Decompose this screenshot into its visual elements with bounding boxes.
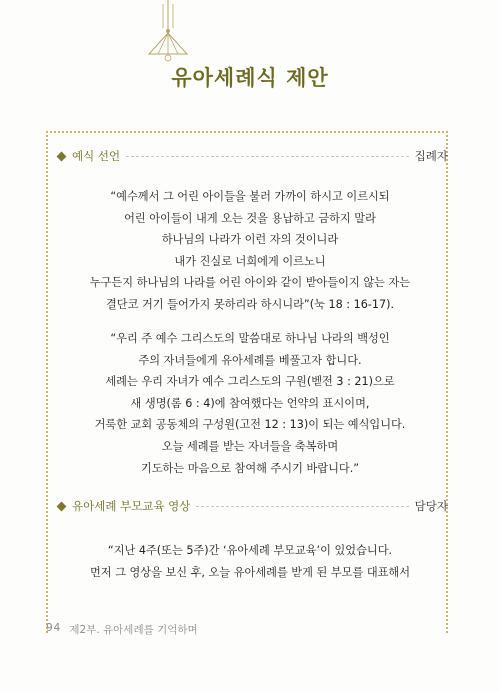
text-line: “지난 4주(또는 5주)간 ‘유아세례 부모교육’이 있었습니다. bbox=[107, 544, 393, 557]
diamond-bullet-icon bbox=[57, 151, 67, 161]
text-line: “예수께서 그 어린 아이들을 불러 가까이 하시고 이르시되 bbox=[110, 190, 390, 203]
text-line: 먼저 그 영상을 보신 후, 오늘 유아세례를 받게 된 부모를 대표해서 bbox=[89, 565, 411, 579]
section-header-declaration bbox=[58, 147, 448, 165]
text-line: 하나님의 나라가 이런 자의 것이니라 bbox=[161, 233, 339, 247]
diamond-bullet-icon bbox=[57, 501, 67, 511]
chapter-title: 제2부. 유아세례를 기억하며 bbox=[69, 624, 198, 636]
text-line: 기도하는 마음으로 참여해 주시기 바랍니다.” bbox=[140, 461, 360, 475]
section-title: 유아세례 부모교육 영상 bbox=[72, 499, 191, 513]
declaration-paragraph bbox=[60, 328, 440, 479]
section-role: 집례자 bbox=[414, 149, 448, 163]
page-number: 94 bbox=[46, 622, 62, 634]
section-header-parent-education bbox=[58, 497, 448, 515]
text-line: 거룩한 교회 공동체의 구성원(고전 12 : 13)이 되는 예식입니다. bbox=[94, 418, 406, 432]
section-role: 담당자 bbox=[414, 499, 448, 513]
dashed-leader bbox=[196, 506, 408, 507]
page-title: 유아세례식 제안 bbox=[171, 66, 329, 90]
text-line: 오늘 세례를 받는 자녀들을 축복하며 bbox=[161, 439, 339, 453]
text-line: 주의 자녀들에게 유아세례를 베풀고자 합니다. bbox=[138, 353, 362, 367]
text-line: 내가 진실로 너희에게 이르노니 bbox=[174, 254, 326, 268]
page-footer bbox=[46, 622, 198, 637]
dashed-leader bbox=[126, 156, 409, 157]
text-line: 새 생명(롬 6 : 4)에 참여했다는 언약의 표시이며, bbox=[130, 396, 370, 410]
scripture-paragraph bbox=[60, 186, 440, 316]
text-line: 어린 아이들이 내게 오는 것을 용납하고 금하지 말라 bbox=[124, 211, 376, 225]
text-line: “우리 주 예수 그리스도의 말씀대로 하나님 나라의 백성인 bbox=[110, 332, 390, 345]
text-line: 누구든지 하나님의 나라를 어린 아이와 같이 받아들이지 않는 자는 bbox=[89, 276, 411, 290]
education-paragraph bbox=[60, 540, 440, 583]
text-line: 세례는 우리 자녀가 예수 그리스도의 구원(벧전 3 : 21)으로 bbox=[105, 375, 395, 389]
text-line: 결단코 거기 들어가지 못하리라 하시니라”(눅 18 : 16-17). bbox=[105, 297, 395, 311]
section-title: 예식 선언 bbox=[72, 149, 121, 163]
